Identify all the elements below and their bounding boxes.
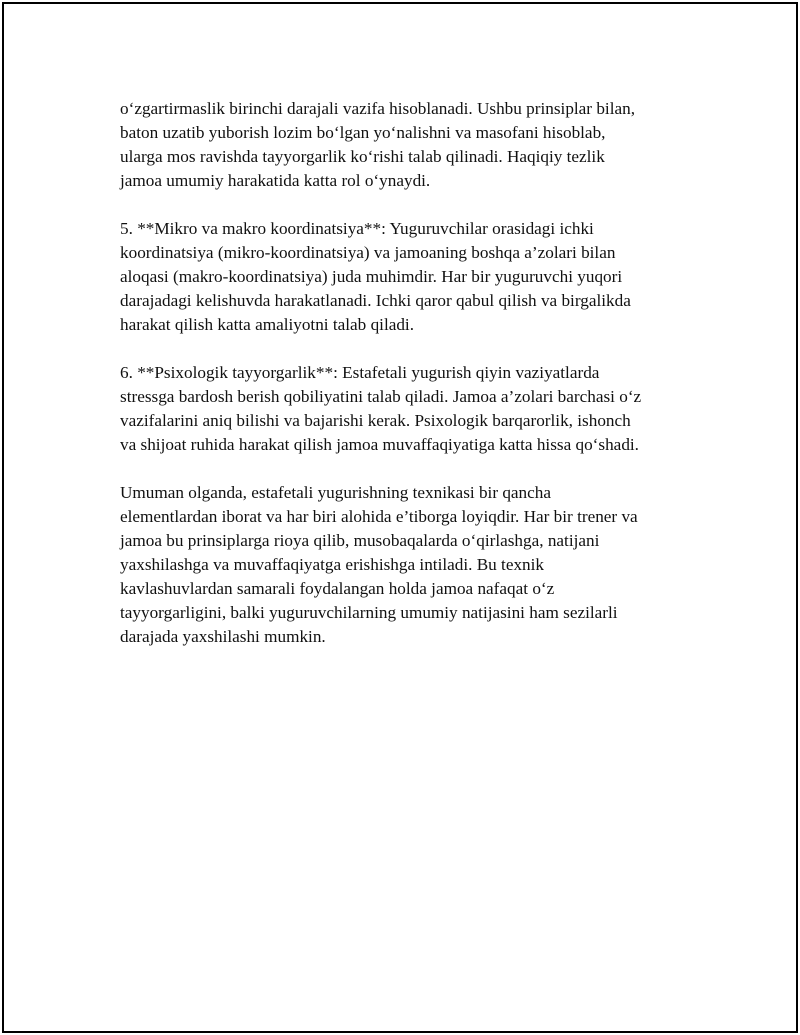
text-line: va shijoat ruhida harakat qilish jamoa muvaffaqiyatiga katta hissa qo‘shadi. (120, 435, 639, 454)
text-line: Umuman olganda, estafetali yugurishning texnikasi bir qancha (120, 483, 552, 502)
paragraph-micro-macro-coordination (120, 217, 690, 337)
text-line: aloqasi (makro-koordinatsiya) juda muhimdir. Har bir yuguruvchi yuqori (120, 267, 623, 286)
text-line: darajadagi kelishuvda harakatlanadi. Ichki qaror qabul qilish va birgalikda (120, 291, 631, 310)
text-line: elementlardan iborat va har biri alohida e’tiborga loyiqdir. Har bir trener va (120, 507, 638, 526)
text-line: jamoa umumiy harakatida katta rol o‘ynaydi. (120, 171, 431, 190)
text-line: yaxshilashga va muvaffaqiyatga erishishga intiladi. Bu texnik (120, 555, 545, 574)
paragraph-conclusion (120, 481, 690, 649)
text-line: kavlashuvlardan samarali foydalangan holda jamoa nafaqat o‘z (120, 579, 555, 598)
text-line: jamoa bu prinsiplarga rioya qilib, musobaqalarda o‘qirlashga, natijani (120, 531, 600, 550)
paragraph-continuation (120, 97, 690, 193)
text-line: ularga mos ravishda tayyorgarlik ko‘rishi talab qilinadi. Haqiqiy tezlik (120, 147, 605, 166)
paragraph-psychological-preparation (120, 361, 690, 457)
text-line: darajada yaxshilashi mumkin. (120, 627, 326, 646)
text-line: baton uzatib yuborish lozim bo‘lgan yo‘nalishni va masofani hisoblab, (120, 123, 606, 142)
text-line: 6. **Psixologik tayyorgarlik**: Estafetali yugurish qiyin vaziyatlarda (120, 363, 600, 382)
text-line: harakat qilish katta amaliyotni talab qiladi. (120, 315, 415, 334)
text-line: koordinatsiya (mikro-koordinatsiya) va jamoaning boshqa a’zolari bilan (120, 243, 616, 262)
text-line: vazifalarini aniq bilishi va bajarishi kerak. Psixologik barqarorlik, ishonch (120, 411, 631, 430)
text-line: 5. **Mikro va makro koordinatsiya**: Yuguruvchilar orasidagi ichki (120, 219, 594, 238)
text-line: stressga bardosh berish qobiliyatini talab qiladi. Jamoa a’zolari barchasi o‘z (120, 387, 642, 406)
text-line: o‘zgartirmaslik birinchi darajali vazifa hisoblanadi. Ushbu prinsiplar bilan, (120, 99, 635, 118)
document-page (2, 2, 798, 1033)
document-body (120, 97, 690, 673)
text-line: tayyorgarligini, balki yuguruvchilarning umumiy natijasini ham sezilarli (120, 603, 618, 622)
